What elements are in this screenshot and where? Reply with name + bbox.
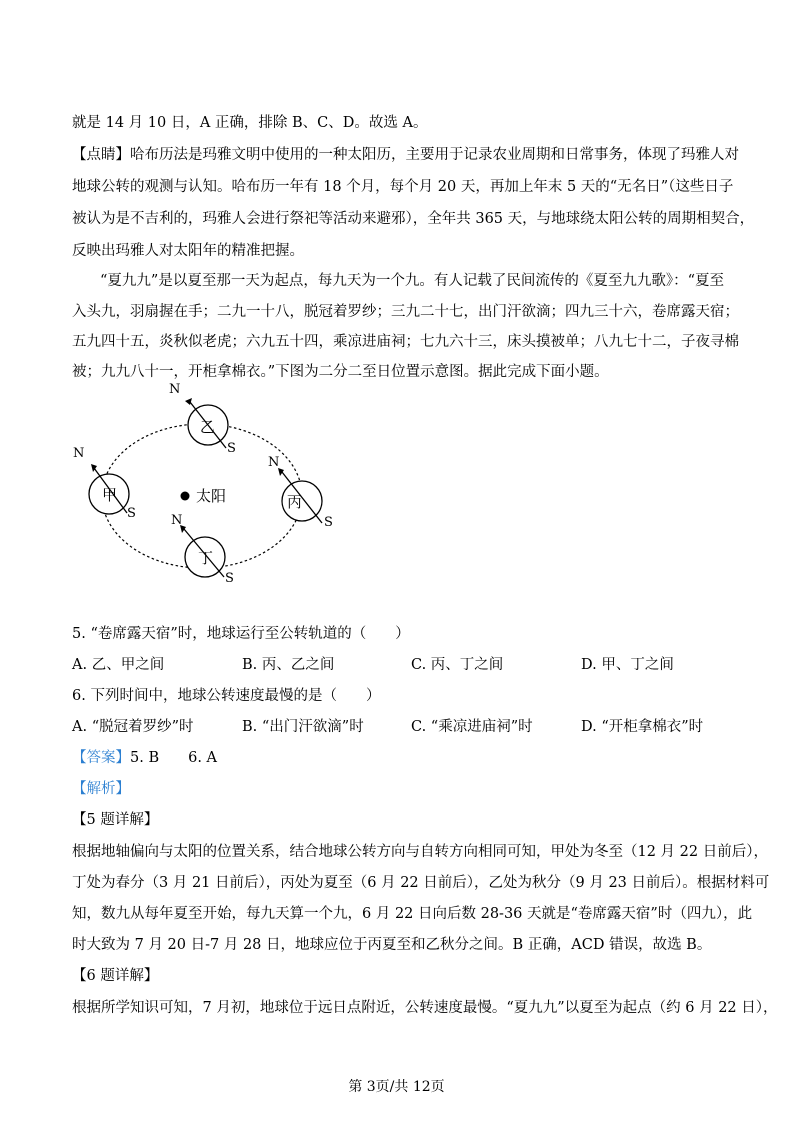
sun-dot [181,492,190,501]
svg-text:乙: 乙 [200,418,216,436]
svg-text:丁: 丁 [198,549,214,567]
q6-heading: 【6 题详解】 [72,968,159,984]
svg-text:N: N [171,513,183,528]
option: A. “脱冠着罗纱”时 [72,719,194,735]
option: D. 甲、丁之间 [581,657,674,673]
svg-text:S: S [127,506,136,521]
text-line: 根据地轴偏向与太阳的位置关系，结合地球公转方向与自转方向相同可知，甲处为冬至（12 月 22 日前后）， [72,844,768,860]
text-line: 被认为是不吉利的，玛雅人会进行祭祀等活动来避邪），全年共 365 天，与地球绕太阳公转的周期相契合， [72,211,755,227]
option: A. 乙、甲之间 [72,657,165,673]
text-line: 被；九九八十一，开柜拿棉衣。”下图为二分二至日位置示意图。据此完成下面小题。 [72,364,609,380]
q5-heading: 【5 题详解】 [72,812,159,828]
svg-text:S: S [324,515,333,530]
svg-text:N: N [169,382,181,397]
question-stem: 6. 下列时间中，地球公转速度最慢的是（ ） [72,688,381,704]
sun-label: 太阳 [196,487,227,505]
svg-text:S: S [225,571,234,586]
option: B. 丙、乙之间 [242,657,335,673]
svg-text:S: S [227,441,236,456]
text-line: “夏九九”是以夏至那一天为起点，每九天为一个九。有人记载了民间流传的《夏至九九歌》：“夏至 [100,273,724,289]
orbit-diagram [72,376,352,586]
page-footer: 第 3页/共 12页 [348,1079,445,1095]
text-line: 就是 14 月 10 日，A 正确，排除 B、C、D。故选 A。 [72,115,428,131]
earth-position-jia [73,446,136,521]
text-line: 【点睛】哈布历法是玛雅文明中使用的一种太阳历，主要用于记录农业周期和日常事务，体现了玛雅人对 [72,147,739,163]
option: B. “出门汗欲滴”时 [242,719,364,735]
svg-text:N: N [268,455,280,470]
text-line: 入头九，羽扇握在手；二九一十八，脱冠着罗纱；三九二十七，出门汗欲滴；四九三十六，卷席露天宿； [72,304,739,320]
text-line: 地球公转的观测与认知。哈布历一年有 18 个月，每个月 20 天，再加上年末 5 天的“无名日”（这些日子 [72,179,734,195]
option: D. “开柜拿棉衣”时 [581,719,704,735]
text-line: 时大致为 7 月 20 日-7 月 28 日，地球应位于丙夏至和乙秋分之间。B 正确，ACD 错误，故选 B。 [72,937,712,953]
text-line: 知，数九从每年夏至开始，每九天算一个九，6 月 22 日向后数 28-36 天就是“卷席露天宿”时（四九），此 [72,906,753,922]
svg-text:N: N [73,446,85,461]
text-line: 反映出玛雅人对太阳年的精准把握。 [72,243,304,259]
text-line: 丁处为春分（3 月 21 日前后），丙处为夏至（6 月 22 日前后），乙处为秋分（9 月 23 日前后）。根据材料可 [72,875,770,891]
text-line: 根据所学知识可知，7 月初，地球位于远日点附近，公转速度最慢。“夏九九”以夏至为起点（约 6 月 22 日）， [72,1000,778,1016]
answer-line [72,748,217,768]
answer-text: 5. B 6. A [130,750,218,766]
option: C. 丙、丁之间 [411,657,504,673]
earth-position-yi [169,382,236,456]
question-stem: 5. “卷席露天宿”时，地球运行至公转轨道的（ ） [72,626,410,642]
svg-text:丙: 丙 [287,493,303,511]
text-line: 五九四十五，炎秋似老虎；六九五十四，乘凉进庙祠；七九六十三，床头摸被单；八九七十二，子夜寻棉 [72,334,739,350]
earth-position-bing [268,455,333,530]
analysis-tag: 【解析】 [72,781,130,797]
svg-text:甲: 甲 [102,486,118,504]
option: C. “乘凉进庙祠”时 [411,719,533,735]
earth-position-ding [171,513,234,586]
answer-tag: 【答案】 [72,750,130,766]
